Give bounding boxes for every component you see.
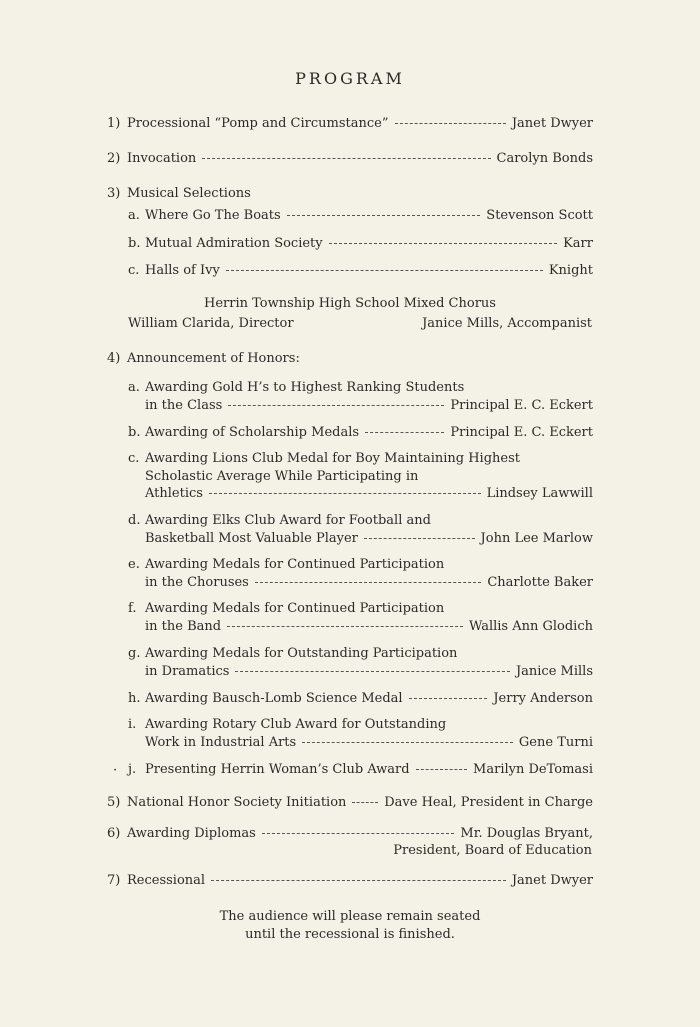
honor-text: Basketball Most Valuable Player bbox=[145, 531, 358, 546]
honor-recipient: Marilyn DeTomasi bbox=[473, 762, 593, 777]
honor-text: in the Class bbox=[145, 398, 223, 413]
honor-recipient: Gene Turni bbox=[518, 735, 593, 750]
sub-letter: f. bbox=[128, 601, 137, 616]
honor-recipient: Charlotte Baker bbox=[487, 575, 593, 590]
item-performer: Carolyn Bonds bbox=[496, 151, 593, 166]
dotted-leader bbox=[202, 158, 490, 159]
honor-e-line2 bbox=[145, 575, 593, 590]
item-performer: Mr. Douglas Bryant, bbox=[460, 826, 593, 841]
sub-letter: e. bbox=[128, 557, 140, 572]
program-item-invocation bbox=[107, 151, 593, 166]
honor-b bbox=[128, 425, 593, 440]
honor-text: in Dramatics bbox=[145, 664, 230, 679]
selection-c bbox=[128, 263, 593, 278]
program-item-recessional bbox=[107, 873, 593, 888]
dotted-leader bbox=[416, 769, 467, 770]
honor-recipient: Janice Mills bbox=[515, 664, 593, 679]
honor-a-line2 bbox=[145, 398, 593, 413]
honor-text: in the Choruses bbox=[145, 575, 249, 590]
honor-presenter: Principal E. C. Eckert bbox=[450, 398, 593, 413]
audience-note-line2: until the recessional is finished. bbox=[245, 927, 455, 942]
chorus-director: William Clarida, Director bbox=[128, 316, 294, 331]
dotted-leader bbox=[226, 270, 543, 271]
honor-c-line1 bbox=[128, 451, 520, 466]
dotted-leader bbox=[227, 626, 463, 627]
item-performer: Dave Heal, President in Charge bbox=[384, 795, 593, 810]
sub-letter: b. bbox=[128, 425, 141, 440]
program-item-processional bbox=[107, 116, 593, 131]
dotted-leader bbox=[395, 123, 506, 124]
dotted-leader bbox=[235, 671, 509, 672]
honor-text: Awarding of Scholarship Medals bbox=[145, 425, 360, 440]
selection-title: Halls of Ivy bbox=[145, 263, 220, 278]
selection-b bbox=[128, 236, 593, 251]
honor-a-line1 bbox=[128, 380, 464, 395]
honor-recipient: Jerry Anderson bbox=[493, 691, 593, 706]
selection-composer: Knight bbox=[548, 263, 593, 278]
sub-letter: a. bbox=[128, 208, 140, 223]
item-number: 2) bbox=[107, 151, 121, 166]
item-performer: Janet Dwyer bbox=[511, 116, 593, 131]
item-title: Recessional bbox=[127, 873, 206, 888]
item-title: National Honor Society Initiation bbox=[127, 795, 347, 810]
honor-text: Awarding Elks Club Award for Football and bbox=[145, 513, 431, 528]
honor-d-line2 bbox=[145, 531, 593, 546]
honor-g-line2 bbox=[145, 664, 593, 679]
sub-letter: b. bbox=[128, 236, 141, 251]
dotted-leader bbox=[302, 742, 513, 743]
program-item-diplomas bbox=[107, 826, 593, 841]
sub-letter: c. bbox=[128, 451, 140, 466]
honor-i-line2 bbox=[145, 735, 593, 750]
program-item-honors bbox=[107, 351, 300, 366]
item-number: 3) bbox=[107, 186, 121, 201]
chorus-name: Herrin Township High School Mixed Chorus bbox=[204, 296, 496, 311]
dotted-leader bbox=[352, 802, 378, 803]
honor-j bbox=[128, 762, 593, 777]
honor-text: Awarding Rotary Club Award for Outstanding bbox=[145, 717, 447, 732]
item-title: Invocation bbox=[127, 151, 197, 166]
item-number: 1) bbox=[107, 116, 121, 131]
sub-letter: i. bbox=[128, 717, 137, 732]
honor-recipient: Lindsey Lawwill bbox=[486, 486, 593, 501]
selection-composer: Stevenson Scott bbox=[486, 208, 593, 223]
item-title: Processional “Pomp and Circumstance” bbox=[127, 116, 389, 131]
sub-letter: j. bbox=[128, 762, 137, 777]
item-title: Awarding Diplomas bbox=[127, 826, 256, 841]
honor-text: Athletics bbox=[145, 486, 203, 501]
program-item-honor-society bbox=[107, 795, 593, 810]
honor-c-line3 bbox=[145, 486, 593, 501]
honor-text: Awarding Lions Club Medal for Boy Maintaining Highest bbox=[145, 451, 520, 466]
honor-e-line1 bbox=[128, 557, 444, 572]
dotted-leader bbox=[262, 833, 455, 834]
honor-text: Awarding Medals for Outstanding Participation bbox=[145, 646, 458, 661]
dotted-leader bbox=[365, 432, 444, 433]
item-number: 5) bbox=[107, 795, 121, 810]
page-title: PROGRAM bbox=[295, 69, 405, 88]
honor-g-line1 bbox=[128, 646, 457, 661]
sub-letter: h. bbox=[128, 691, 141, 706]
item-number: 4) bbox=[107, 351, 121, 366]
chorus-accompanist: Janice Mills, Accompanist bbox=[422, 316, 592, 331]
sub-letter: a. bbox=[128, 380, 140, 395]
program-item-musical-selections bbox=[107, 186, 251, 201]
bullet-mark: · bbox=[113, 763, 118, 778]
item-performer: Janet Dwyer bbox=[511, 873, 593, 888]
dotted-leader bbox=[329, 243, 557, 244]
dotted-leader bbox=[409, 698, 488, 699]
honor-f-line2 bbox=[145, 619, 593, 634]
item-number: 7) bbox=[107, 873, 121, 888]
honor-f-line1 bbox=[128, 601, 444, 616]
honor-c-line2: Scholastic Average While Participating in bbox=[145, 469, 419, 484]
selection-title: Mutual Admiration Society bbox=[145, 236, 323, 251]
presenter-title: President, Board of Education bbox=[393, 843, 592, 858]
dotted-leader bbox=[364, 538, 475, 539]
honor-text: Awarding Medals for Continued Participation bbox=[145, 601, 445, 616]
sub-letter: c. bbox=[128, 263, 140, 278]
selection-title: Where Go The Boats bbox=[145, 208, 281, 223]
item-title: Musical Selections bbox=[127, 186, 251, 201]
honor-text: in the Band bbox=[145, 619, 222, 634]
dotted-leader bbox=[209, 493, 481, 494]
honor-h bbox=[128, 691, 593, 706]
selection-composer: Karr bbox=[563, 236, 593, 251]
item-number: 6) bbox=[107, 826, 121, 841]
honor-text: Awarding Medals for Continued Participation bbox=[145, 557, 445, 572]
honor-d-line1 bbox=[128, 513, 431, 528]
dotted-leader bbox=[287, 215, 481, 216]
sub-letter: g. bbox=[128, 646, 141, 661]
honor-text: Awarding Gold H’s to Highest Ranking Students bbox=[145, 380, 465, 395]
honor-recipient: John Lee Marlow bbox=[480, 531, 593, 546]
sub-letter: d. bbox=[128, 513, 141, 528]
dotted-leader bbox=[255, 582, 482, 583]
honor-text: Work in Industrial Arts bbox=[145, 735, 297, 750]
honor-text: Awarding Bausch-Lomb Science Medal bbox=[145, 691, 403, 706]
honor-recipient: Wallis Ann Glodich bbox=[468, 619, 593, 634]
dotted-leader bbox=[228, 405, 444, 406]
selection-a bbox=[128, 208, 593, 223]
item-title: Announcement of Honors: bbox=[127, 351, 300, 366]
honor-presenter: Principal E. C. Eckert bbox=[450, 425, 593, 440]
dotted-leader bbox=[211, 880, 506, 881]
honor-i-line1 bbox=[128, 717, 446, 732]
audience-note-line1: The audience will please remain seated bbox=[219, 909, 481, 924]
honor-text: Presenting Herrin Woman’s Club Award bbox=[145, 762, 410, 777]
